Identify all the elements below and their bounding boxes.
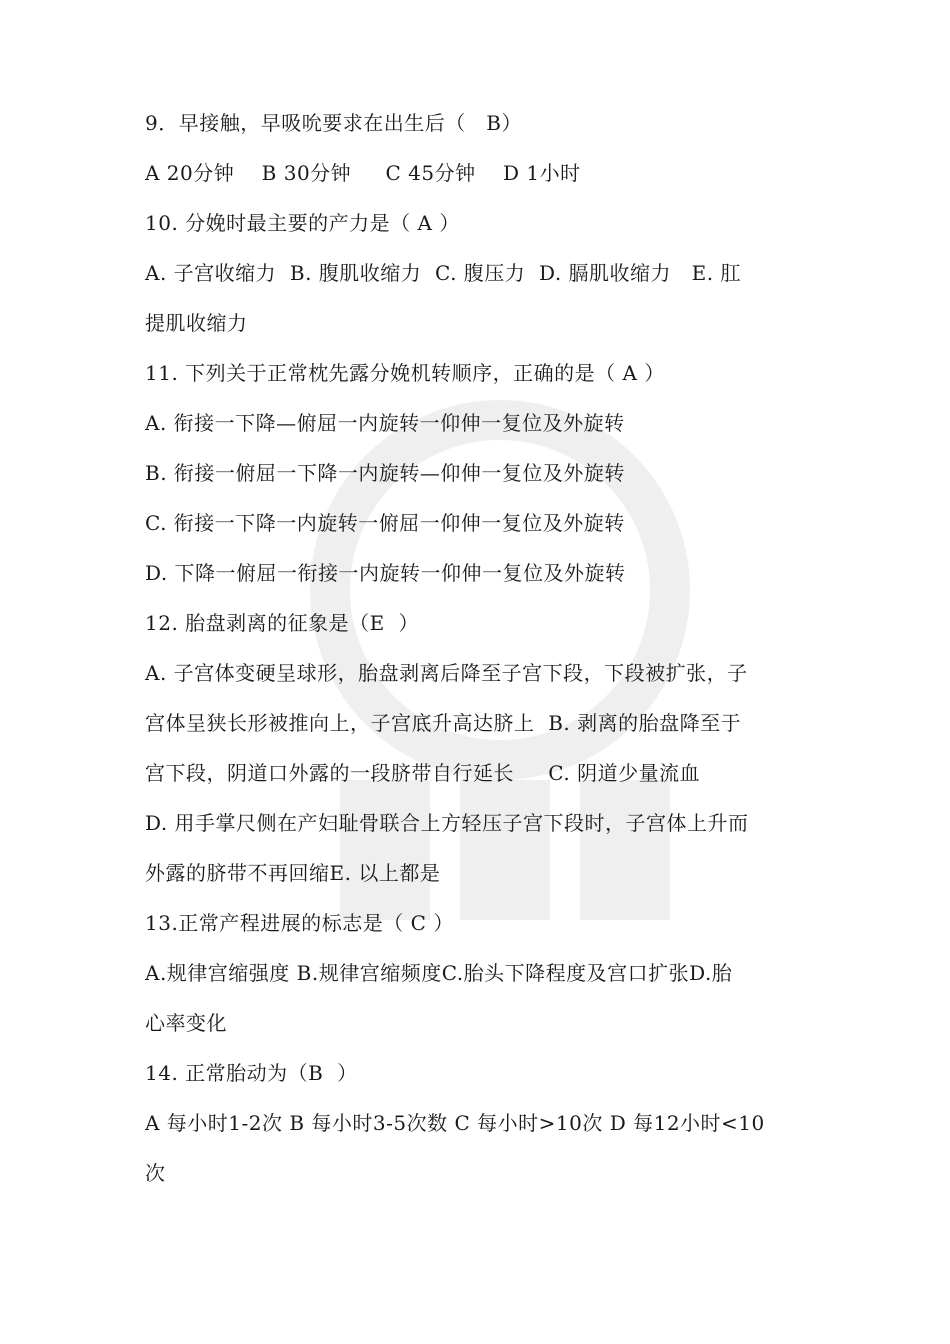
- q9-question: 9．早接触，早吸吮要求在出生后（ B）: [145, 111, 522, 135]
- q14-options-cont: 次: [145, 1161, 166, 1185]
- q10-question: 10. 分娩时最主要的产力是（ A ）: [145, 211, 460, 235]
- q14-question: 14. 正常胎动为（B ）: [145, 1061, 358, 1085]
- q12-options-3: 宫下段，阴道口外露的一段脐带自行延长 C. 阴道少量流血: [145, 761, 701, 785]
- q12-question: 12. 胎盘剥离的征象是（E ）: [145, 611, 419, 635]
- q12-options-2: 宫体呈狭长形被推向上，子宫底升高达脐上 B. 剥离的胎盘降至于: [145, 711, 742, 735]
- q12-options-4: D. 用手掌尺侧在产妇耻骨联合上方轻压子宫下段时，子宫体上升而: [145, 811, 749, 835]
- q14-options: A 每小时1-2次 B 每小时3-5次数 C 每小时>10次 D 每12小时<10: [145, 1111, 765, 1135]
- q11-option-c: C. 衔接一下降一内旋转一俯屈一仰伸一复位及外旋转: [145, 511, 625, 535]
- document-page: [145, 98, 815, 1198]
- q10-options-cont: 提肌收缩力: [145, 311, 248, 335]
- q11-option-a: A. 衔接一下降—俯屈一内旋转一仰伸一复位及外旋转: [145, 411, 625, 435]
- q11-question: 11. 下列关于正常枕先露分娩机转顺序，正确的是（ A ）: [145, 361, 665, 385]
- q13-question: 13.正常产程进展的标志是（ C ）: [145, 911, 454, 935]
- q11-option-b: B. 衔接一俯屈一下降一内旋转—仰伸一复位及外旋转: [145, 461, 625, 485]
- q13-options-cont: 心率变化: [145, 1011, 227, 1035]
- q12-options-5: 外露的脐带不再回缩E. 以上都是: [145, 861, 441, 885]
- q10-options: A. 子宫收缩力 B. 腹肌收缩力 C. 腹压力 D. 膈肌收缩力 E. 肛: [145, 261, 741, 285]
- q13-options: A.规律宫缩强度 B.规律宫缩频度C.胎头下降程度及宫口扩张D.胎: [145, 961, 733, 985]
- q12-options-1: A. 子宫体变硬呈球形，胎盘剥离后降至子宫下段，下段被扩张，子: [145, 661, 748, 685]
- q9-options: A 20分钟 B 30分钟 C 45分钟 D 1小时: [145, 161, 581, 185]
- q11-option-d: D. 下降一俯屈一衔接一内旋转一仰伸一复位及外旋转: [145, 561, 626, 585]
